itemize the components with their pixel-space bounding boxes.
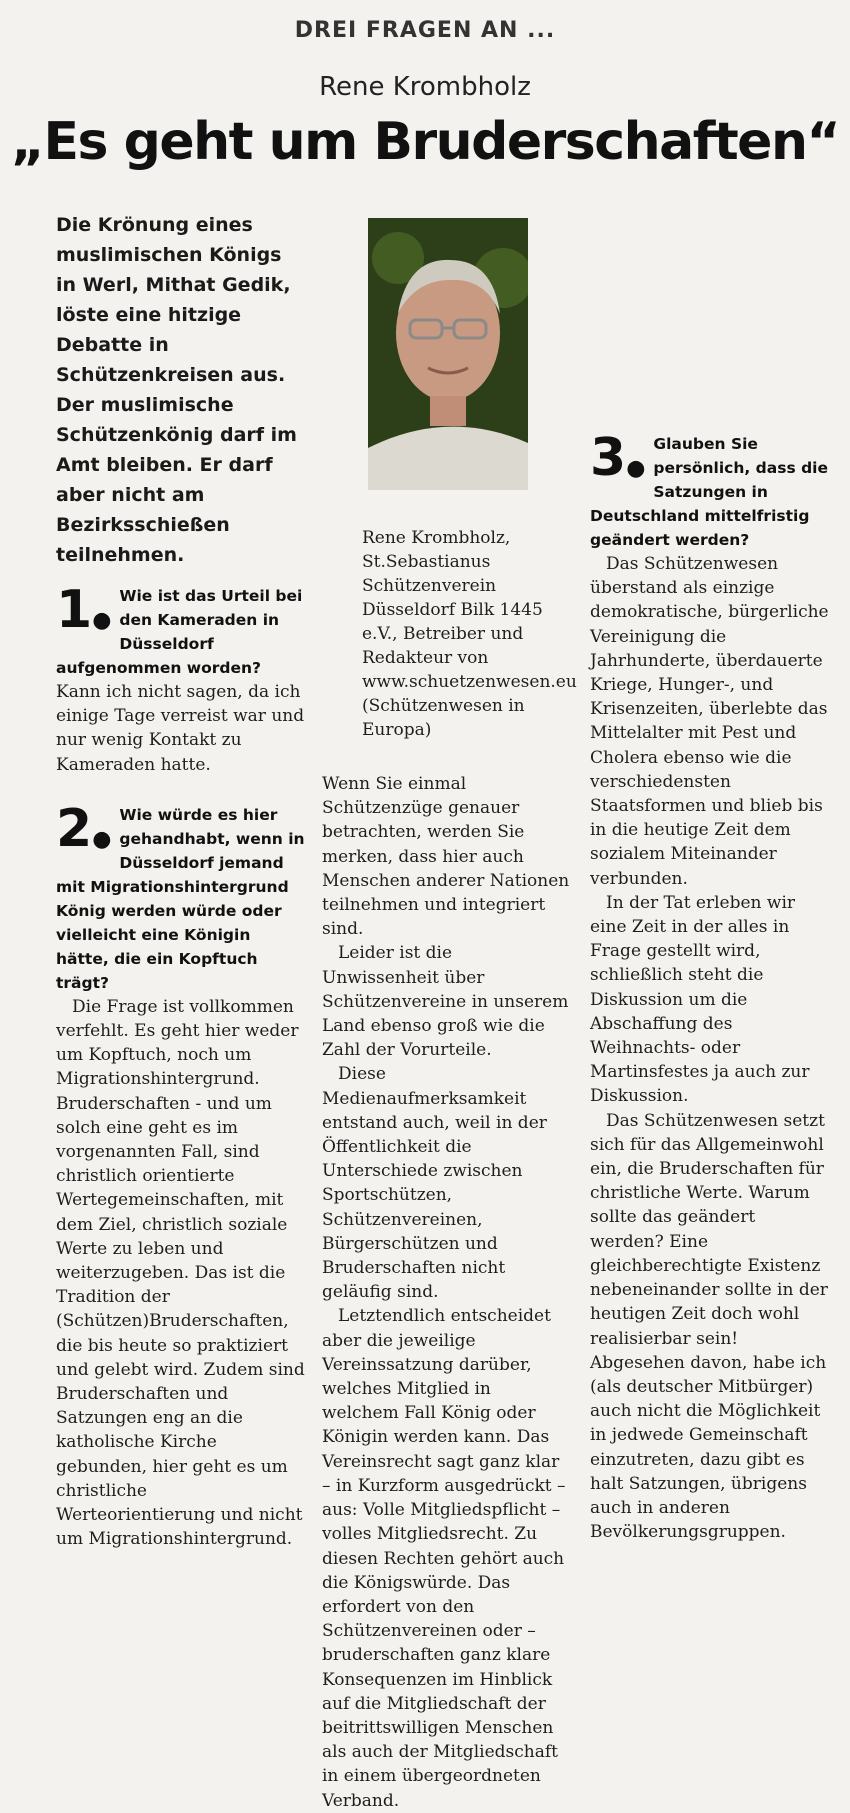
question-3-block — [590, 428, 830, 1544]
kicker: DREI FRAGEN AN ... — [294, 18, 556, 43]
answer-2-paragraph-1: Die Frage ist vollkommen verfehlt. Es geht hier weder um Kopftuch, noch um Migrationshintergrund. Bruderschaften - und um solch eine geht es im vorgenannten Fall, sind christlich orientierte Wertegemeinschaften, mit dem Ziel, christlich soziale Werte zu leben und weiterzugeben. Das ist die Tradition der (Schützen)Bruderschaften, die bis heute so praktiziert und gelebt wird. Zudem sind Bruderschaften und Satzungen eng an die katholische Kirche gebunden, hier geht es um christliche Werteorientierung und nicht um Migrationshintergrund. — [56, 996, 305, 1550]
question-1-number: 1● — [56, 580, 112, 640]
question-2-text: Wie würde es hier gehandhabt, wenn in Düsseldorf jemand mit Migrationshintergrund König werden würde oder vielleicht eine Königin hätte, die ein Kopftuch trägt? — [56, 805, 305, 992]
column-3 — [590, 212, 830, 1544]
answer-3-paragraph-1: Das Schützenwesen überstand als einzige demokratische, bürgerliche Vereinigung die Jahrhunderte, überdauerte Kriege, Hunger-, und Krisenzeiten, überlebte das Mittelalter mit Pest und Cholera ebenso wie die verschiedensten Staatsformen und blieb bis in die heutige Zeit dem sozialem Miteinander verbunden. — [590, 554, 829, 889]
question-3-number: 3● — [590, 428, 646, 488]
column-2 — [322, 212, 577, 1813]
person-name: Rene Krombholz — [319, 72, 531, 102]
question-2-block — [56, 798, 306, 1552]
portrait-illustration — [368, 218, 528, 490]
answer-2-paragraph-2: Wenn Sie einmal Schützenzüge genauer betrachten, werden Sie merken, dass hier auch Menschen anderer Nationen teilnehmen und integriert sind. — [322, 774, 570, 940]
portrait-photo — [368, 218, 528, 490]
answer-3-paragraph-3: Das Schützenwesen setzt sich für das Allgemeinwohl ein, die Bruderschaften für christliche Werte. Warum sollte das geändert werden? Eine gleichberechtigte Existenz nebeneinander sollte in der heutigen Zeit doch wohl realisierbar sein! Abgesehen davon, habe ich (als deutscher Mitbürger) auch nicht die Möglichkeit in jedwede Gemeinschaft einzutreten, dazu gibt es halt Satzungen, übrigens auch in anderen Bevölkerungsgruppen. — [590, 1110, 828, 1543]
question-1-text: Wie ist das Urteil bei den Kameraden in Düsseldorf aufgenommen worden? — [56, 587, 303, 677]
photo-caption: Rene Krombholz, St.Sebastianus Schützenverein Düsseldorf Bilk 1445 e.V., Betreiber und Redakteur von www.schuetzenwesen.eu (Schützenwesen in Europa) — [362, 528, 577, 740]
column-1 — [56, 210, 306, 1551]
headline: „Es geht um Bruderschaften“ — [10, 112, 840, 172]
column-2-text — [322, 772, 572, 1813]
lead-paragraph: Die Krönung eines muslimischen Königs in Werl, Mithat Gedik, löste eine hitzige Debatte in Schützenkreisen aus. Der muslimische Schützenkönig darf im Amt bleiben. Er darf aber nicht am Bezirksschießen teilnehmen. — [56, 214, 297, 566]
question-2-number: 2● — [56, 798, 112, 859]
answer-2-paragraph-3: Leider ist die Unwissenheit über Schützenvereine in unserem Land ebenso groß wie die Zahl der Vorurteile. — [322, 943, 569, 1061]
question-3-text: Glauben Sie persönlich, dass die Satzungen in Deutschland mittelfristig geändert werden? — [590, 435, 829, 549]
question-1-block — [56, 580, 306, 777]
answer-3-paragraph-2: In der Tat erleben wir eine Zeit in der alles in Frage gestellt wird, schließlich steht die Diskussion um die Abschaffung des Weihnachts- oder Martinsfestes ja auch zur Diskussion. — [590, 892, 810, 1107]
answer-2-paragraph-4: Diese Medienaufmerksamkeit entstand auch, weil in der Öffentlichkeit die Unterschiede zwischen Sportschützen, Schützenvereinen, Bürgerschützen und Bruderschaften nicht geläufig sind. — [322, 1064, 547, 1303]
answer-2-paragraph-5: Letztendlich entscheidet aber die jeweilige Vereinssatzung darüber, welches Mitglied in welchem Fall König oder Königin werden kann. Das Vereinsrecht sagt ganz klar – in Kurzform ausgedrückt – aus: Volle Mitgliedspflicht – volles Mitgliedsrecht. Zu diesen Rechten gehört auch die Königswürde. Das erfordert von den Schützenvereinen oder –bruderschaften ganz klare Konsequenzen im Hinblick auf die Mitgliedschaft der beitrittswilligen Menschen als auch der Mitgliedschaft in einem übergeordneten Verband. — [322, 1306, 566, 1811]
answer-1-text: Kann ich nicht sagen, da ich einige Tage verreist war und nur wenig Kontakt zu Kameraden hatte. — [56, 682, 305, 775]
